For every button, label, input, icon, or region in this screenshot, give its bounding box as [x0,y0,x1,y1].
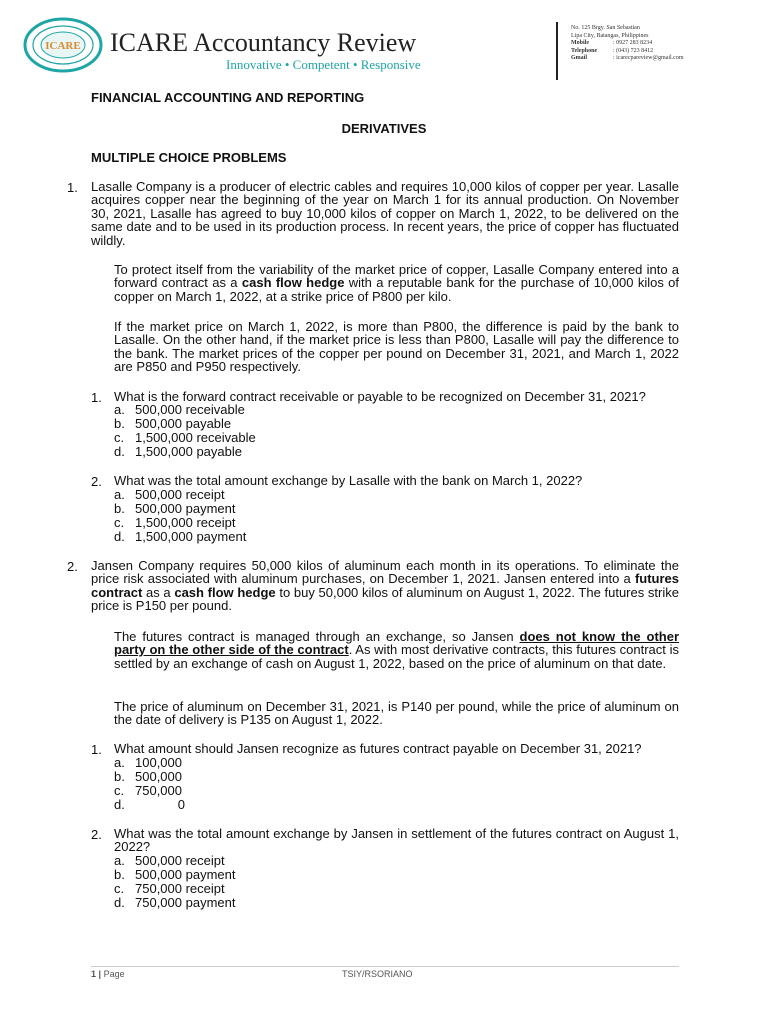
p1-q1-options [114,403,256,459]
footer-author: TSIY/RSORIANO [342,969,413,979]
option: b. 500,000 payment [114,866,236,882]
option: d. 750,000 payment [114,894,236,910]
icare-logo [22,16,104,74]
problem-2-para-3: The price of aluminum on December 31, 2021, is P140 per pound, while the price of aluminum on the date of delivery is P135 on August 1, 2022. [114,699,679,728]
problem-1-intro: Lasalle Company is a producer of electric cables and requires 10,000 kilos of copper per year. Lasalle acquires copper near the beginning of the year on March 1 for its annual production. On November 30, 2021, Lasalle has agreed to buy 10,000 kilos of copper on March 1, 2022, to be delivered on the same date and to be used in its production process. In recent years, the price of copper has fluctuated wildly. [91,179,679,248]
telephone-label: Telephone [571,47,598,54]
option: c. 1,500,000 receivable [114,429,256,445]
brand-tagline: Innovative • Competent • Responsive [226,57,421,72]
p2-q1-options [114,756,185,812]
p1-q2-number: 2. [91,474,102,489]
p2-q2-text: What was the total amount exchange by Jansen in settlement of the futures contract on August 1, 2022? [114,826,679,855]
address-line-1: No. 125 Brgy. San Sebastian [571,25,640,31]
p2-q1-number: 1. [91,742,102,757]
footer-rule [91,966,679,967]
gmail-value: : icarecpareview@gmail.com [613,55,684,62]
contact-block [571,25,751,63]
section-heading: MULTIPLE CHOICE PROBLEMS [91,150,287,165]
p1-q2-text: What was the total amount exchange by Lasalle with the bank on March 1, 2022? [114,473,583,488]
option: b. 500,000 payment [114,500,236,516]
problem-2-intro: Jansen Company requires 50,000 kilos of aluminum each month in its operations. To eliminate the price risk associated with aluminum purchases, on December 1, 2021. Jansen entered into a futures contract as a cash flow hedge to buy 50,000 kilos of aluminum on August 1, 2022. The futures strike price is P150 per pound. [91,558,679,614]
option: c. 750,000 [114,782,182,798]
problem-1-para-3: If the market price on March 1, 2022, is more than P800, the difference is paid by the bank to Lasalle. On the other hand, if the market price is less than P800, Lasalle will pay the difference to the bank. The market prices of the copper per pound on December 31, 2021, and March 1, 2022 are P850 and P950 respectively. [114,319,679,375]
page-separator: | [98,969,102,979]
p1-q1-number: 1. [91,390,102,405]
option: b. 500,000 payable [114,415,232,431]
mobile-label: Mobile [571,40,589,47]
p1-q2-options [114,488,246,544]
address-line-2: Lipa City, Batangas, Philippines [571,32,649,39]
brand-name: ICARE Accountancy Review [110,28,417,57]
mobile-value: : 0927 283 8234 [613,40,653,47]
problem-1-number: 1. [67,180,78,195]
subject-heading: FINANCIAL ACCOUNTING AND REPORTING [91,90,365,105]
option: c. 1,500,000 receipt [114,514,236,530]
option: a. 500,000 receipt [114,487,225,502]
p1-q1-text: What is the forward contract receivable or payable to be recognized on December 31, 2021? [114,389,646,404]
option: b. 500,000 [114,768,182,784]
option: a. 500,000 receipt [114,853,225,868]
option: d. 1,500,000 payable [114,443,242,459]
problem-1-para-2: To protect itself from the variability of the market price of copper, Lasalle Company entered into a forward contract as a cash flow hedge with a reputable bank for the purchase of 10,000 kilos of copper on March 1, 2022, at a strike price of P800 per kilo. [114,262,679,304]
telephone-value: : (043) 723 8412 [613,47,654,54]
header-divider [556,22,558,80]
p2-q2-options [114,854,235,910]
problem-2-number: 2. [67,559,78,574]
logo-text: ICARE [45,40,81,52]
page-title: DERIVATIVES [341,121,427,136]
problem-2-para-2: The futures contract is managed through an exchange, so Jansen does not know the other party on the other side of the contract. As with most derivative contracts, this futures contract is settled by an exchange of cash on August 1, 2022, based on the price of aluminum on that date. [114,629,680,671]
option: d. 1,500,000 payment [114,528,247,544]
option: c. 750,000 receipt [114,880,225,896]
option: d. 0 [114,796,185,812]
page-number: 1 [91,969,97,979]
page-label: Page [103,969,125,979]
option: a. 100,000 [114,755,182,770]
p2-q2-number: 2. [91,827,102,842]
p2-q1-text: What amount should Jansen recognize as futures contract payable on December 31, 2021? [114,741,642,756]
page-footer [91,969,125,979]
option: a. 500,000 receivable [114,402,245,417]
gmail-label: Gmail [571,55,587,62]
